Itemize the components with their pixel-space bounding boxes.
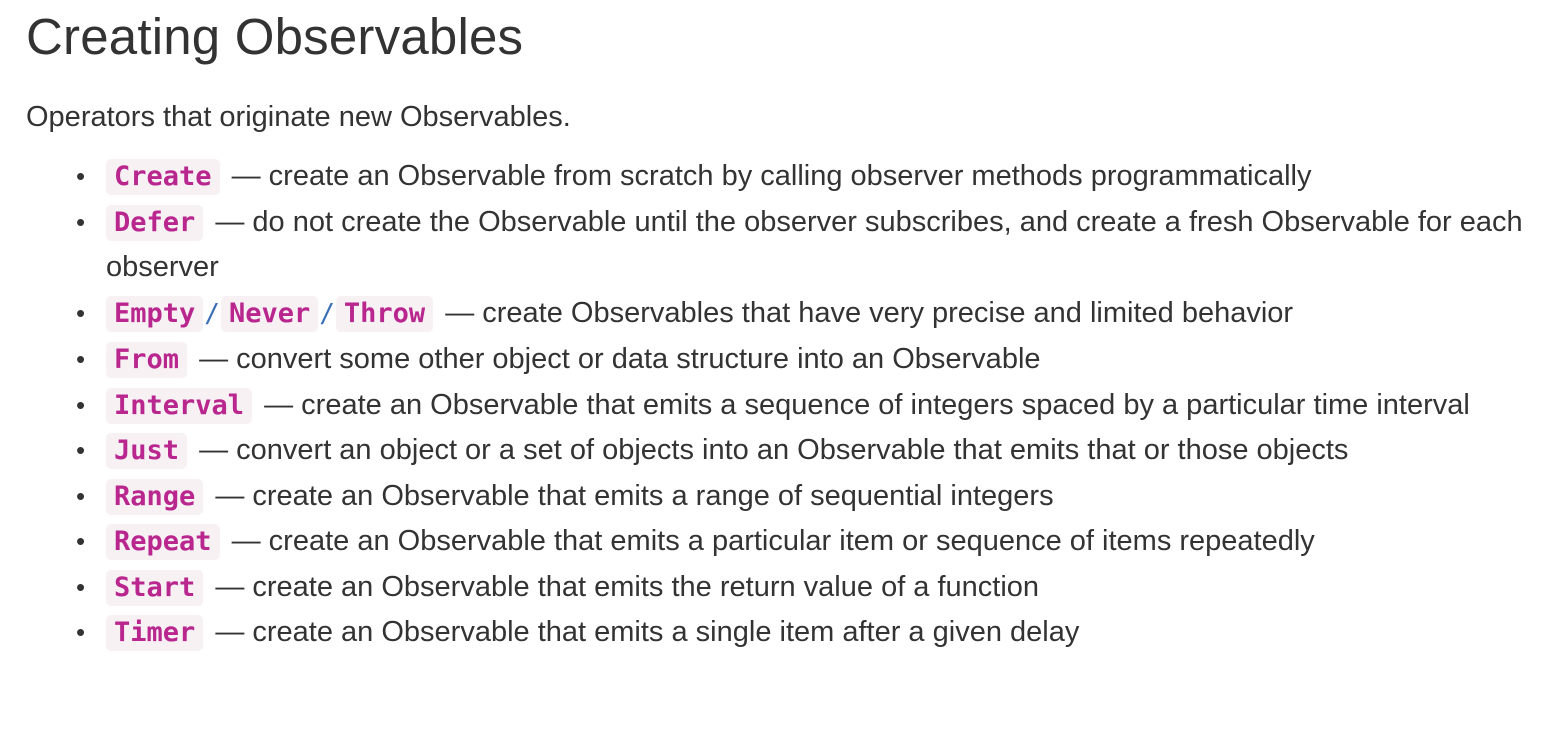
operator-link-defer[interactable]: Defer <box>106 205 203 241</box>
page-title: Creating Observables <box>26 8 524 65</box>
separator: / <box>204 298 220 329</box>
operator-description: — create Observables that have very precise and limited behavior <box>437 296 1294 329</box>
operator-link-just[interactable]: Just <box>106 433 187 469</box>
operator-link-repeat[interactable]: Repeat <box>106 524 220 560</box>
bullet-icon: • <box>76 526 86 556</box>
operator-description: — create an Observable that emits the return value of a function <box>207 570 1040 603</box>
separator: / <box>319 298 335 329</box>
list-item <box>76 565 1532 611</box>
operator-link-empty[interactable]: Empty <box>106 296 203 332</box>
operator-link-range[interactable]: Range <box>106 479 203 515</box>
list-item <box>76 383 1532 429</box>
bullet-icon: • <box>76 297 86 328</box>
operator-link-create[interactable]: Create <box>106 159 220 195</box>
operator-description: — convert some other object or data structure into an Observable <box>191 343 1041 375</box>
operator-description: — create an Observable that emits a range of sequential integers <box>207 479 1054 512</box>
operator-description: — create an Observable that emits a particular item or sequence of items repeatedly <box>223 525 1315 557</box>
bullet-icon: • <box>76 571 86 602</box>
operator-link-throw[interactable]: Throw <box>336 296 433 332</box>
list-item <box>76 428 1532 474</box>
intro-text: Operators that originate new Observables. <box>26 101 571 133</box>
operator-link-never[interactable]: Never <box>221 296 318 332</box>
operator-description: — create an Observable that emits a sequence of integers spaced by a particular time interval <box>256 388 1470 421</box>
list-item <box>76 474 1532 520</box>
list-item <box>76 337 1532 383</box>
bullet-icon: • <box>76 161 86 191</box>
operator-link-start[interactable]: Start <box>106 570 203 606</box>
operator-list <box>26 154 1532 656</box>
list-item <box>76 200 1532 291</box>
list-item <box>76 154 1532 200</box>
operator-description: — create an Observable that emits a single item after a given delay <box>207 616 1080 648</box>
list-item <box>76 519 1532 565</box>
operator-description: — convert an object or a set of objects into an Observable that emits that or those objects <box>191 434 1349 466</box>
list-item <box>76 291 1532 338</box>
operator-description: — do not create the Observable until the observer subscribes, and create a fresh Observable for each observer <box>106 205 1523 283</box>
bullet-icon: • <box>76 480 86 511</box>
bullet-icon: • <box>76 344 86 374</box>
operator-link-timer[interactable]: Timer <box>106 615 203 651</box>
list-item <box>76 610 1532 656</box>
bullet-icon: • <box>76 435 86 465</box>
bullet-icon: • <box>76 206 86 237</box>
bullet-icon: • <box>76 389 86 420</box>
operator-link-interval[interactable]: Interval <box>106 388 252 424</box>
operator-link-from[interactable]: From <box>106 342 187 378</box>
operator-description: — create an Observable from scratch by calling observer methods programmatically <box>223 160 1312 192</box>
bullet-icon: • <box>76 617 86 647</box>
